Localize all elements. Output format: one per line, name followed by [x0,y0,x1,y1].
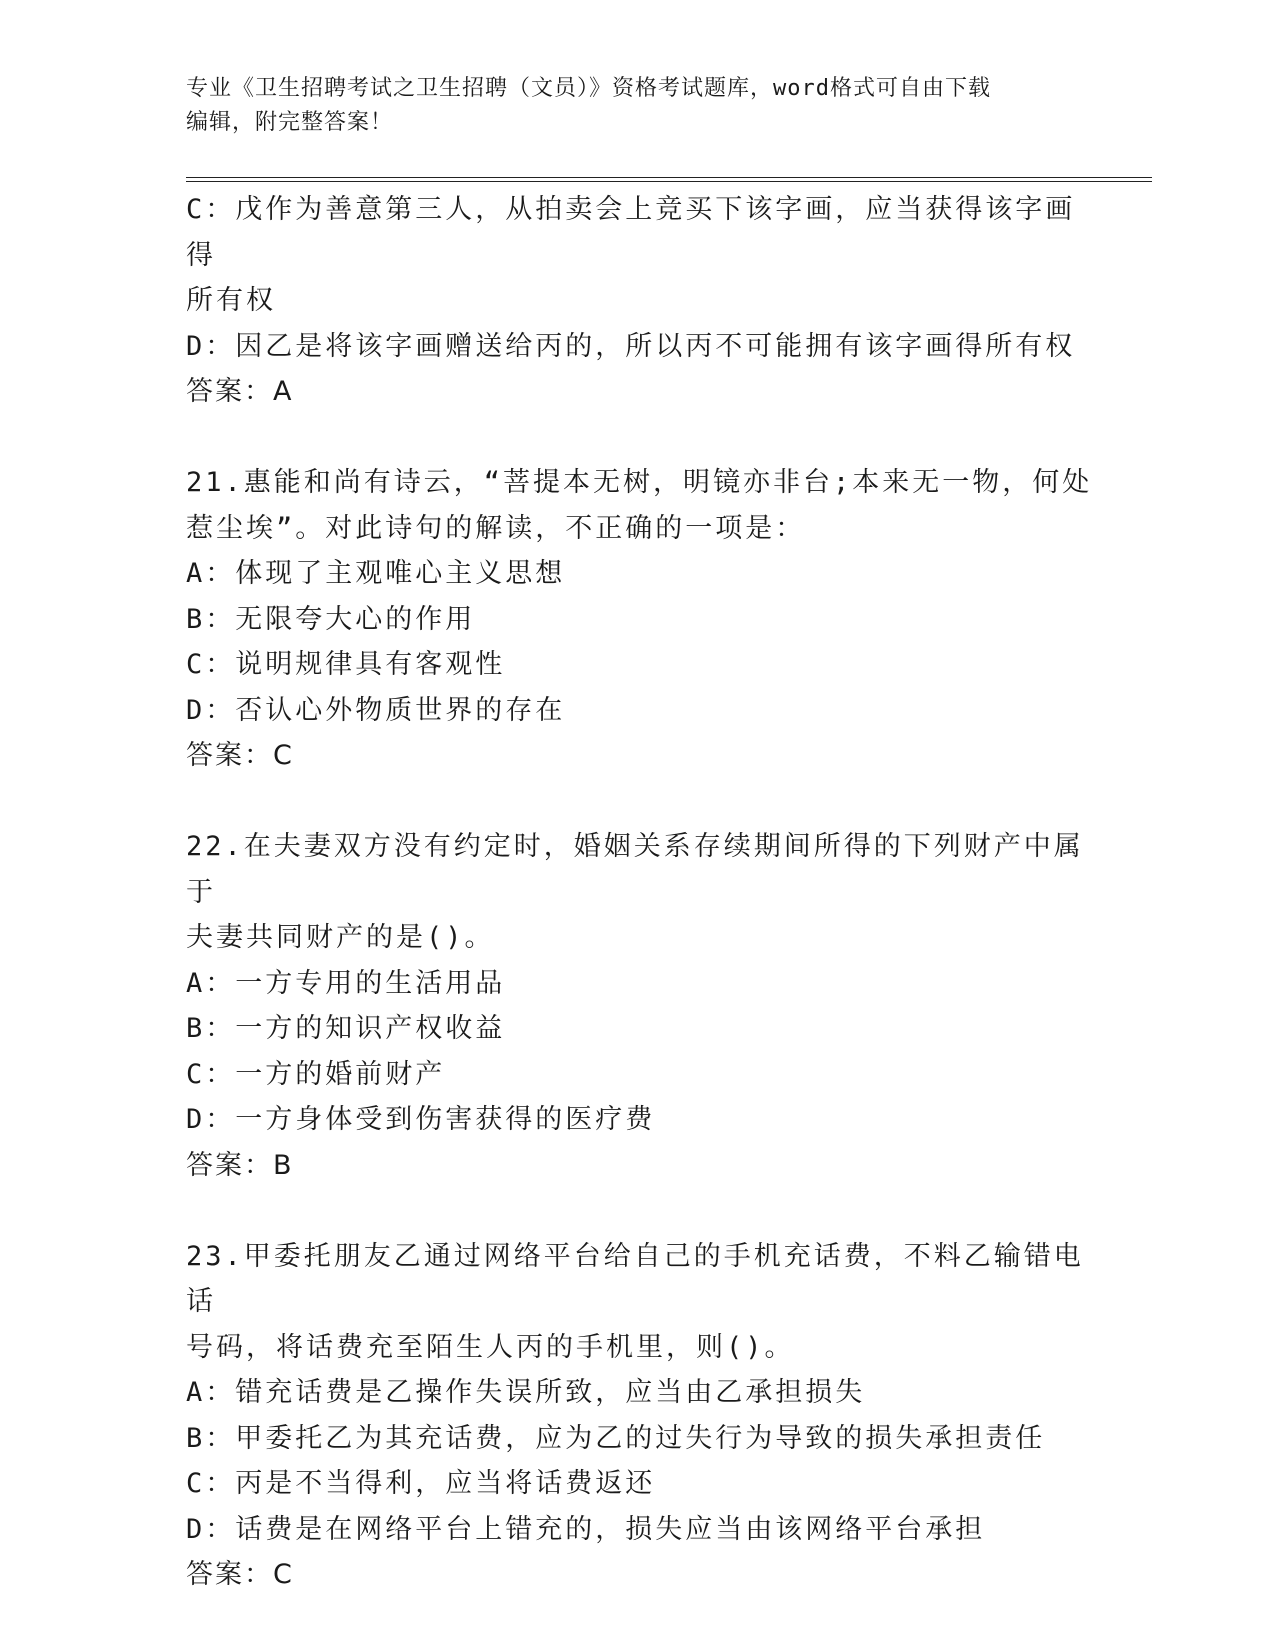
option-a: A：体现了主观唯心主义思想 [186,558,566,589]
question-22 [186,824,1096,1188]
page-header [186,72,1086,140]
question-stem-line-1: 21.惠能和尚有诗云，“菩提本无树，明镜亦非台;本来无一物，何处 [186,467,1093,498]
option-c-line-1: C：戊作为善意第三人，从拍卖会上竞买下该字画，应当获得该字画得 [186,194,1076,271]
option-d: D：话费是在网络平台上错充的，损失应当由该网络平台承担 [186,1513,986,1545]
header-divider-bottom [186,181,1152,182]
option-c: C：说明规律具有客观性 [186,649,506,680]
option-d: D：否认心外物质世界的存在 [186,694,566,726]
option-d: D：因乙是将该字画赠送给丙的，所以丙不可能拥有该字画得所有权 [186,330,1076,362]
option-d: D：一方身体受到伤害获得的医疗费 [186,1104,656,1135]
answer: 答案：C [186,740,294,771]
question-stem-line-2: 夫妻共同财产的是()。 [186,922,495,953]
answer: 答案：C [186,1559,294,1590]
option-c: C：一方的婚前财产 [186,1058,446,1090]
option-b: B：无限夸大心的作用 [186,603,476,635]
question-23 [186,1234,1096,1598]
question-stem-line-1: 23.甲委托朋友乙通过网络平台给自己的手机充话费，不料乙输错电话 [186,1240,1084,1317]
option-a: A：一方专用的生活用品 [186,967,506,999]
option-c: C：丙是不当得利，应当将话费返还 [186,1468,656,1499]
option-b: B：甲委托乙为其充话费，应为乙的过失行为导致的损失承担责任 [186,1422,1046,1454]
option-a: A：错充话费是乙操作失误所致，应当由乙承担损失 [186,1377,866,1408]
question-20-fragment [186,187,1096,415]
option-b: B：一方的知识产权收益 [186,1013,506,1044]
question-21 [186,460,1096,779]
answer: 答案：B [186,1149,294,1181]
header-line-1: 专业《卫生招聘考试之卫生招聘（文员）》资格考试题库，word格式可自由下载 [186,76,991,101]
question-stem-line-2: 号码，将话费充至陌生人丙的手机里，则()。 [186,1331,795,1363]
question-stem-line-1: 22.在夫妻双方没有约定时，婚姻关系存续期间所得的下列财产中属于 [186,831,1084,908]
header-line-2: 编辑，附完整答案！ [186,110,394,135]
question-content [186,187,1096,1598]
option-c-line-2: 所有权 [186,285,276,316]
answer: 答案：A [186,376,294,407]
question-stem-line-2: 惹尘埃”。对此诗句的解读，不正确的一项是： [186,512,806,544]
header-divider-top [186,177,1152,178]
